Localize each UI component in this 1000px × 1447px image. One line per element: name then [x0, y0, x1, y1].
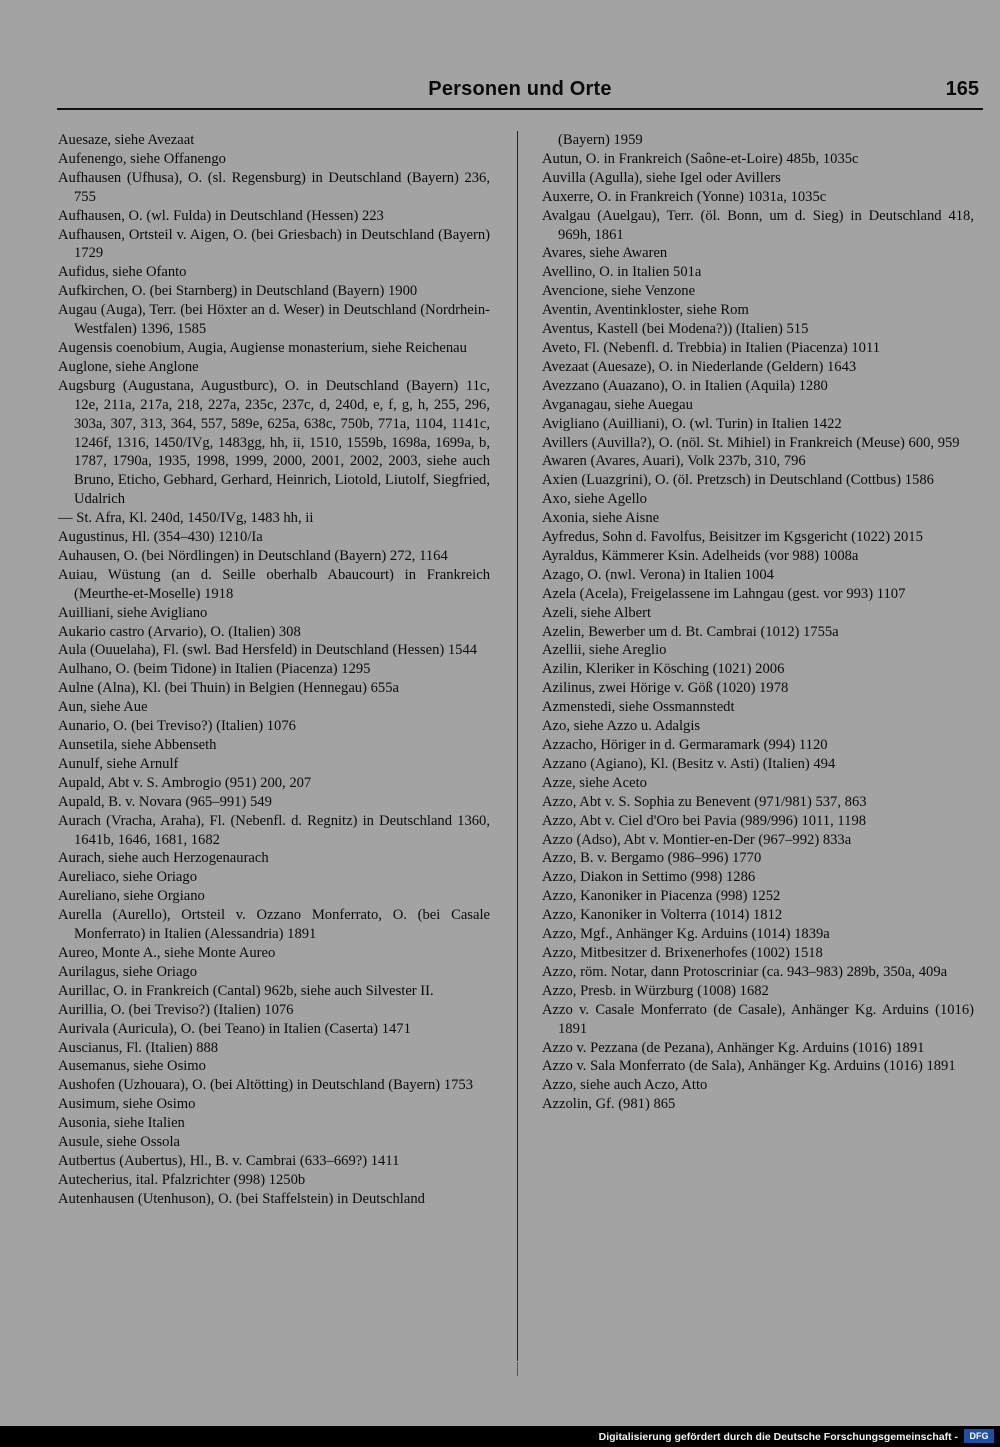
index-entry: Aunario, O. (bei Treviso?) (Italien) 1076 [58, 718, 296, 735]
index-entry: Augustinus, Hl. (354–430) 1210/Ia [58, 529, 263, 546]
index-entry: Azelin, Bewerber um d. Bt. Cambrai (1012) 1755a [542, 623, 839, 640]
index-entry: Aunulf, siehe Arnulf [58, 755, 179, 772]
index-entry: Axo, siehe Agello [542, 491, 647, 508]
index-entry: Azzo v. Sala Monferrato (de Sala), Anhänger Kg. Arduins (1016) 1891 [542, 1058, 956, 1075]
index-entry: Aulhano, O. (beim Tidone) in Italien (Piacenza) 1295 [58, 661, 371, 678]
index-entry: Ausonia, siehe Italien [58, 1115, 185, 1132]
page-header [57, 78, 983, 108]
index-entry: Azzo, Kanoniker in Volterra (1014) 1812 [542, 907, 783, 924]
index-entry: Awaren (Avares, Auari), Volk 237b, 310, 796 [542, 453, 806, 470]
index-entry: Azo, siehe Azzo u. Adalgis [542, 718, 701, 735]
page-number: 165 [945, 78, 979, 100]
index-column-right [542, 131, 974, 1114]
index-entry: Azzo, B. v. Bergamo (986–996) 1770 [542, 850, 762, 867]
index-entry: Augsburg (Augustana, Augustburc), O. in Deutschland (Bayern) 11c, 12e, 211a, 217a, 218, 227a, 235c, 237c, d, 240d, e, f, g, h, 255, 296, 303a, 307, 313, 364, 557, 589e, 625a, 638c, 750b, 771a, 1104, 1141c, 1246f, 1316, 1450/IVg, 1483gg, hh, ii, 1510, 1559b, 1698a, 1699a, b, 1787, 1790a, 1935, 1998, 1999, 2000, 2001, 2002, 2003, siehe auch Bruno, Eticho, Gebhard, Gerhard, Heinrich, Liotold, Liutolf, Siegfried, Udalrich [58, 377, 490, 508]
index-entry: Azzo v. Pezzana (de Pezana), Anhänger Kg. Arduins (1016) 1891 [542, 1039, 925, 1056]
index-entry: Auiau, Wüstung (an d. Seille oberhalb Abaucourt) in Frankreich (Meurthe-et-Moselle) 1918 [58, 566, 490, 602]
index-entry: (Bayern) 1959 [558, 132, 643, 148]
index-entry: Aupald, Abt v. S. Ambrogio (951) 200, 207 [58, 774, 312, 791]
header-rule [57, 108, 983, 110]
index-entry: Auvilla (Agulla), siehe Igel oder Avillers [542, 169, 781, 186]
index-column-left [58, 131, 490, 1209]
page-title: Personen und Orte [428, 78, 612, 100]
index-entry: Aventus, Kastell (bei Modena?)) (Italien) 515 [542, 321, 809, 338]
index-entry: Avalgau (Auelgau), Terr. (öl. Bonn, um d. Sieg) in Deutschland 418, 969h, 1861 [542, 207, 974, 243]
index-entry: Azzo, siehe auch Aczo, Atto [542, 1077, 708, 1094]
index-entry: Axien (Luazgrini), O. (öl. Pretzsch) in Deutschland (Cottbus) 1586 [542, 472, 934, 489]
index-entry: Azzo, Mitbesitzer d. Brixenerhofes (1002) 1518 [542, 944, 823, 961]
index-entry: Aventin, Aventinkloster, siehe Rom [542, 302, 749, 319]
index-entry: Ayfredus, Sohn d. Favolfus, Beisitzer im Kgsgericht (1022) 2015 [542, 529, 923, 546]
index-entry: Ausule, siehe Ossola [58, 1134, 181, 1151]
index-entry: Autenhausen (Utenhuson), O. (bei Staffelstein) in Deutschland [58, 1190, 425, 1207]
index-entry: Azzo, Presb. in Würzburg (1008) 1682 [542, 982, 769, 999]
index-entry: Aufenengo, siehe Offanengo [58, 150, 226, 167]
index-entry: Azzano (Agiano), Kl. (Besitz v. Asti) (Italien) 494 [542, 755, 836, 772]
footer-credit: Digitalisierung gefördert durch die Deutsche Forschungsgemeinschaft - [598, 1431, 958, 1443]
index-entry: Aurach, siehe auch Herzogenaurach [58, 850, 269, 867]
index-entry: Azzo v. Casale Monferrato (de Casale), Anhänger Kg. Arduins (1016) 1891 [542, 1001, 974, 1037]
index-entry: Azzo, Abt v. Ciel d'Oro bei Pavia (989/996) 1011, 1198 [542, 812, 867, 829]
index-entry: Azzo, Kanoniker in Piacenza (998) 1252 [542, 888, 781, 905]
index-entry: Azago, O. (nwl. Verona) in Italien 1004 [542, 566, 774, 583]
index-entry: Axonia, siehe Aisne [542, 510, 660, 527]
index-entry: Ausimum, siehe Osimo [58, 1096, 196, 1113]
index-entry: Aurillia, O. (bei Treviso?) (Italien) 1076 [58, 1001, 294, 1018]
index-entry: Azeli, siehe Albert [542, 604, 652, 621]
index-entry: Aulne (Alna), Kl. (bei Thuin) in Belgien (Hennegau) 655a [58, 680, 399, 697]
index-entry: Aula (Ouuelaha), Fl. (swl. Bad Hersfeld) in Deutschland (Hessen) 1544 [58, 642, 478, 659]
index-entry: Avares, siehe Awaren [542, 245, 668, 262]
index-entry: Avellino, O. in Italien 501a [542, 264, 702, 281]
index-entry: Azela (Acela), Freigelassene im Lahngau (gest. vor 993) 1107 [542, 585, 906, 602]
column-divider [517, 131, 518, 1361]
index-entry: Aukario castro (Arvario), O. (Italien) 308 [58, 623, 301, 640]
index-entry: — St. Afra, Kl. 240d, 1450/IVg, 1483 hh, ii [58, 510, 314, 527]
index-entry: Aurach (Vracha, Araha), Fl. (Nebenfl. d. Regnitz) in Deutschland 1360, 1641b, 1646, 1681, 1682 [58, 812, 490, 848]
index-entry: Aushofen (Uzhouara), O. (bei Altötting) in Deutschland (Bayern) 1753 [58, 1077, 474, 1094]
index-entry: Aureliano, siehe Orgiano [58, 888, 205, 905]
index-entry: Auscianus, Fl. (Italien) 888 [58, 1039, 219, 1056]
index-entry: Auilliani, siehe Avigliano [58, 604, 208, 621]
index-entry: Azzolin, Gf. (981) 865 [542, 1096, 676, 1113]
index-entry: Aufhausen, O. (wl. Fulda) in Deutschland (Hessen) 223 [58, 207, 384, 224]
index-entry: Azzo, Mgf., Anhänger Kg. Arduins (1014) 1839a [542, 926, 830, 943]
index-entry: Avigliano (Auilliani), O. (wl. Turin) in Italien 1422 [542, 415, 842, 432]
index-entry: Azze, siehe Aceto [542, 774, 647, 791]
index-entry: Auhausen, O. (bei Nördlingen) in Deutschland (Bayern) 272, 1164 [58, 547, 448, 564]
index-entry: Avillers (Auvilla?), O. (nöl. St. Mihiel) in Frankreich (Meuse) 600, 959 [542, 434, 960, 451]
index-entry: Ayraldus, Kämmerer Ksin. Adelheids (vor 988) 1008a [542, 547, 859, 564]
index-entry: Aveto, Fl. (Nebenfl. d. Trebbia) in Italien (Piacenza) 1011 [542, 339, 880, 356]
index-entry: Avencione, siehe Venzone [542, 283, 696, 300]
index-entry: Aufkirchen, O. (bei Starnberg) in Deutschland (Bayern) 1900 [58, 283, 418, 300]
index-entry: Azmenstedi, siehe Ossmannstedt [542, 699, 735, 716]
index-entry: Aurillac, O. in Frankreich (Cantal) 962b, siehe auch Silvester II. [58, 982, 434, 999]
index-entry: Azilinus, zwei Hörige v. Göß (1020) 1978 [542, 680, 789, 697]
footer-rule [517, 1362, 518, 1376]
index-entry: Aufidus, siehe Ofanto [58, 264, 187, 281]
index-entry: Autecherius, ital. Pfalzrichter (998) 1250b [58, 1171, 306, 1188]
index-entry: Aupald, B. v. Novara (965–991) 549 [58, 793, 272, 810]
index-entry: Aun, siehe Aue [58, 699, 148, 716]
index-entry: Azellii, siehe Areglio [542, 642, 667, 659]
index-entry: Ausemanus, siehe Osimo [58, 1058, 206, 1075]
index-entry: Azzo, Diakon in Settimo (998) 1286 [542, 869, 756, 886]
index-entry: Augensis coenobium, Augia, Augiense monasterium, siehe Reichenau [58, 339, 467, 356]
index-entry: Azzacho, Höriger in d. Germaramark (994) 1120 [542, 737, 828, 753]
index-entry: Aurivala (Auricula), O. (bei Teano) in Italien (Caserta) 1471 [58, 1020, 411, 1037]
index-entry: Aurella (Aurello), Ortsteil v. Ozzano Monferrato, O. (bei Casale Monferrato) in Italien (Alessandria) 1891 [58, 907, 490, 943]
index-entry: Auglone, siehe Anglone [58, 358, 199, 375]
index-entry: Avganagau, siehe Auegau [542, 396, 693, 413]
index-entry: Aureliaco, siehe Oriago [58, 869, 197, 886]
index-entry: Aufhausen, Ortsteil v. Aigen, O. (bei Griesbach) in Deutschland (Bayern) 1729 [58, 226, 490, 262]
index-entry: Augau (Auga), Terr. (bei Höxter an d. Weser) in Deutschland (Nordrhein-Westfalen) 1396, 1585 [58, 302, 490, 338]
index-entry: Aufhausen (Ufhusa), O. (sl. Regensburg) in Deutschland (Bayern) 236, 755 [58, 169, 490, 205]
index-entry: Azilin, Kleriker in Kösching (1021) 2006 [542, 661, 785, 678]
index-entry: Azzo (Adso), Abt v. Montier-en-Der (967–992) 833a [542, 831, 852, 848]
index-entry: Azzo, röm. Notar, dann Protoscriniar (ca. 943–983) 289b, 350a, 409a [542, 963, 948, 980]
index-entry: Aureo, Monte A., siehe Monte Aureo [58, 944, 276, 961]
dfg-logo-icon: DFG [964, 1429, 994, 1443]
index-entry: Azzo, Abt v. S. Sophia zu Benevent (971/981) 537, 863 [542, 793, 867, 810]
index-entry: Aunsetila, siehe Abbenseth [58, 737, 217, 753]
index-entry: Auxerre, O. in Frankreich (Yonne) 1031a, 1035c [542, 188, 827, 205]
index-entry: Aurilagus, siehe Oriago [58, 963, 198, 980]
index-entry: Avezaat (Auesaze), O. in Niederlande (Geldern) 1643 [542, 358, 857, 375]
index-entry: Autbertus (Aubertus), Hl., B. v. Cambrai (633–669?) 1411 [58, 1152, 400, 1169]
index-entry: Avezzano (Auazano), O. in Italien (Aquila) 1280 [542, 377, 828, 394]
index-entry: Autun, O. in Frankreich (Saône-et-Loire) 485b, 1035c [542, 150, 859, 167]
index-entry: Auesaze, siehe Avezaat [58, 132, 195, 148]
